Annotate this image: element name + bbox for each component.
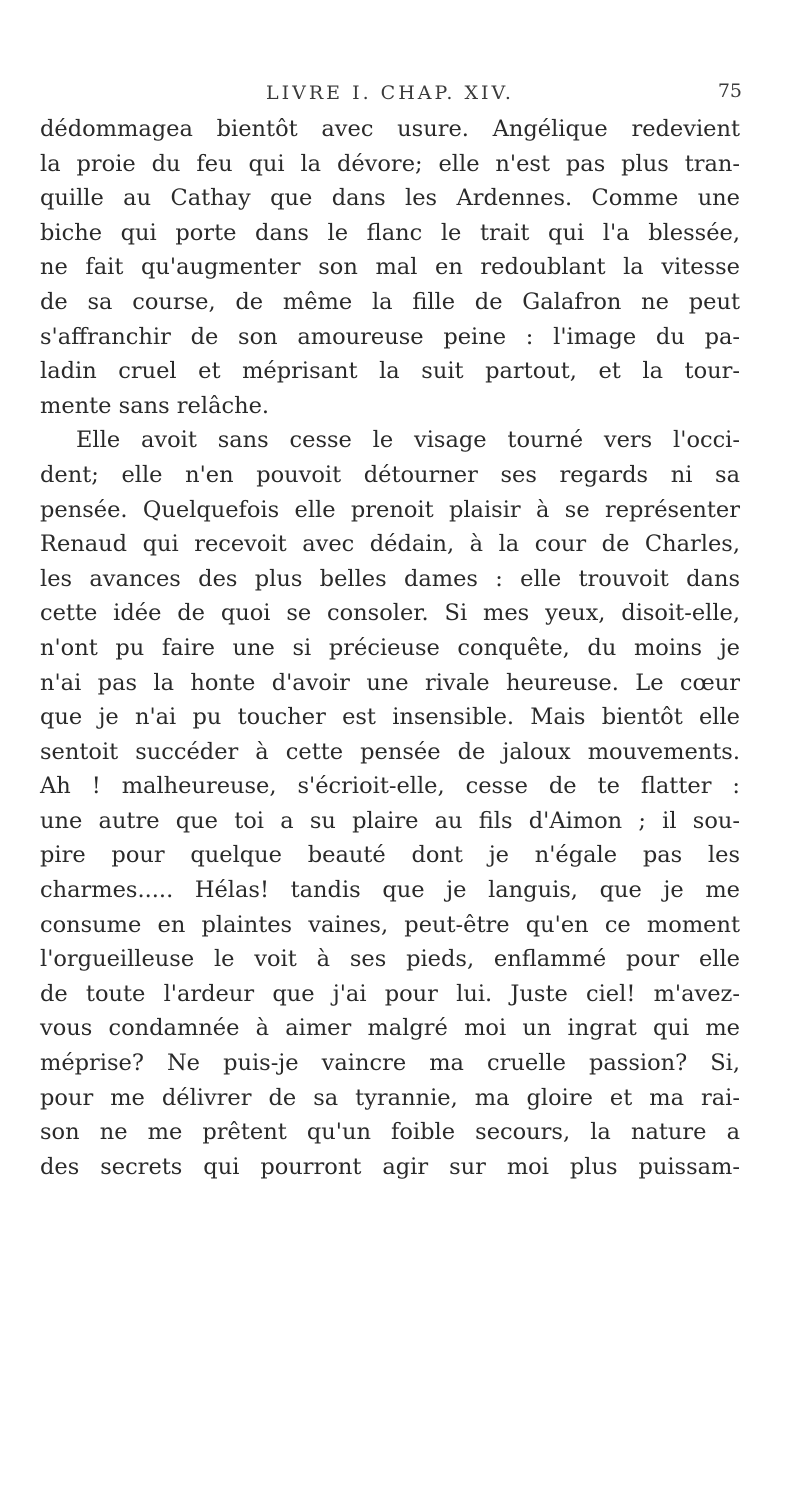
text-line: l'orgueilleuse le voit à ses pieds, enflammé pour elle: [40, 946, 740, 973]
text-line: quille au Cathay que dans les Ardennes. Comme une: [40, 185, 740, 212]
text-line: les avances des plus belles dames : elle trouvoit dans: [40, 565, 740, 592]
text-line: dédommagea bientôt avec usure. Angélique redevient: [40, 116, 740, 142]
text-line: que je n'ai pu toucher est insensible. Mais bientôt elle: [40, 704, 740, 731]
page-number: 75: [717, 80, 742, 102]
text-line: biche qui porte dans le flanc le trait qui l'a blessée,: [40, 219, 740, 246]
text-line: ne fait qu'augmenter son mal en redoublant la vitesse: [40, 254, 740, 281]
text-line: pire pour quelque beauté dont je n'égale pas les: [40, 842, 740, 869]
text-line: vous condamnée à aimer malgré moi un ingrat qui me: [40, 1015, 740, 1042]
text-line: cette idée de quoi se consoler. Si mes yeux, disoit-elle,: [40, 600, 740, 627]
body-text: [40, 112, 740, 1184]
text-line: la proie du feu qui la dévore; elle n'est pas plus tran-: [40, 150, 740, 177]
text-line: de toute l'ardeur que j'ai pour lui. Juste ciel! m'avez-: [40, 980, 740, 1007]
text-line: consume en plaintes vaines, peut-être qu'en ce moment: [40, 911, 740, 938]
text-line: son ne me prêtent qu'un foible secours, la nature a: [40, 1119, 740, 1146]
text-line: dent; elle n'en pouvoit détourner ses regards ni sa: [40, 461, 740, 488]
text-line: s'affranchir de son amoureuse peine : l'image du pa-: [40, 323, 740, 350]
text-line: Renaud qui recevoit avec dédain, à la cour de Charles,: [40, 531, 740, 558]
text-line: Ah ! malheureuse, s'écrioit-elle, cesse de te flatter :: [40, 773, 740, 800]
text-line: pensée. Quelquefois elle prenoit plaisir à se représenter: [40, 496, 740, 523]
text-line: mente sans relâche.: [40, 392, 270, 419]
running-head: LIVRE I. CHAP. XIV.: [266, 82, 514, 104]
text-line: charmes..... Hélas! tandis que je languis, que je me: [40, 877, 740, 904]
text-line: méprise? Ne puis-je vaincre ma cruelle passion? Si,: [40, 1050, 740, 1077]
text-line: une autre que toi a su plaire au fils d'Aimon ; il sou-: [40, 807, 740, 834]
text-line: sentoit succéder à cette pensée de jaloux mouvements.: [40, 738, 740, 765]
text-line: des secrets qui pourront agir sur moi plus puissam-: [40, 1153, 740, 1180]
book-page: [40, 68, 740, 1184]
text-line: n'ai pas la honte d'avoir une rivale heureuse. Le cœur: [40, 669, 740, 696]
text-line: ladin cruel et méprisant la suit partout, et la tour-: [40, 358, 740, 385]
page-header: [40, 68, 740, 108]
text-line: Elle avoit sans cesse le visage tourné vers l'occi-: [76, 427, 740, 454]
text-line: pour me délivrer de sa tyrannie, ma gloire et ma rai-: [40, 1084, 740, 1111]
text-line: n'ont pu faire une si précieuse conquête, du moins je: [40, 634, 740, 661]
text-line: de sa course, de même la fille de Galafron ne peut: [40, 288, 740, 315]
